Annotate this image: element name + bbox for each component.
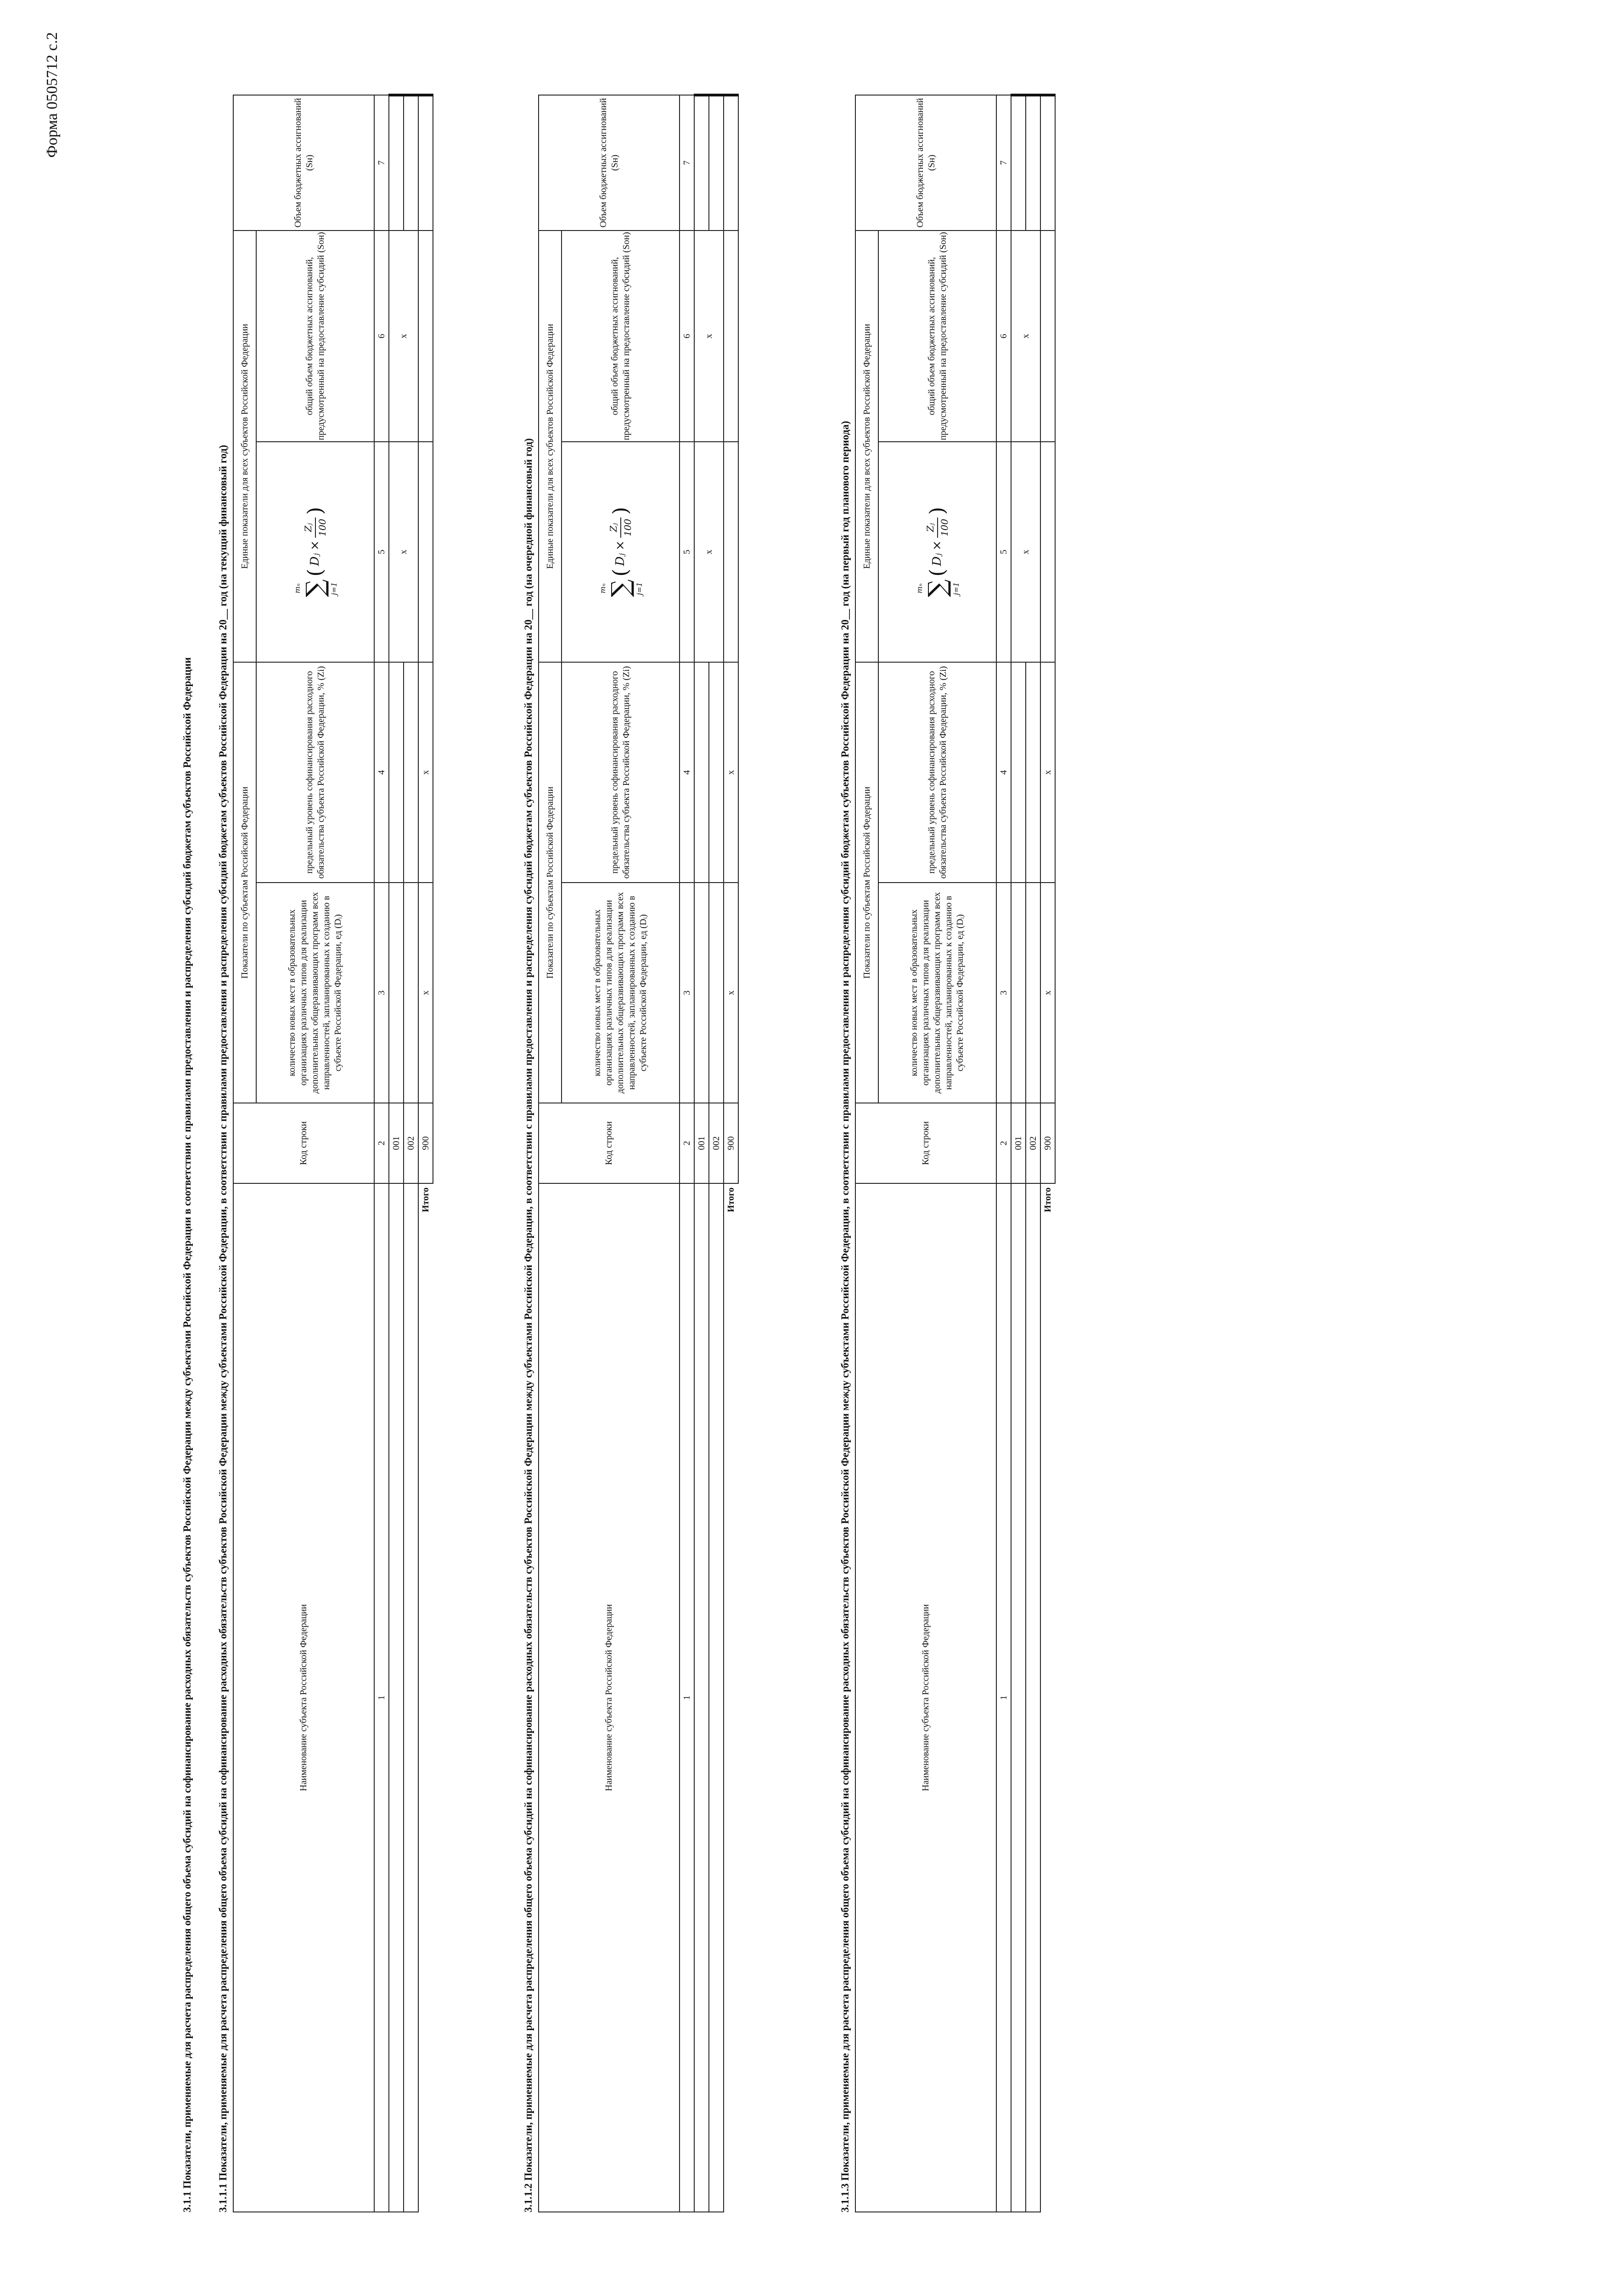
total-code: 900 (418, 1103, 433, 1183)
formula-x-mark: x (389, 442, 418, 662)
col-number: 5 (680, 442, 694, 662)
col-number: 7 (996, 95, 1011, 231)
section-next-year (519, 96, 739, 2212)
total-row (1040, 95, 1055, 2212)
section-title: 3.1.1.2 Показатели, применяемые для расчета распределения общего объема субсидий на софинансирование расходных обязательств субъектов Российской Федерации между субъектами Российской Федерации, в соответствии с правилами предоставления и распределения субсидий бюджетам субъектов Российской Федерации на 20__ год (на очередной финансовый год) (523, 438, 534, 2212)
col-number: 4 (680, 662, 694, 883)
header-group-common: Единые показатели для всех субъектов Российской Федерации (539, 231, 562, 662)
header-total-volume: общий объем бюджетных ассигнований, предусмотренный на предоставление субсидий (Sон) (878, 231, 996, 442)
indicators-table (233, 94, 433, 2212)
volume-total-cell[interactable] (1040, 231, 1055, 442)
total-label: Итого (418, 1183, 433, 2212)
indicators-table (538, 94, 739, 2212)
col-number: 5 (374, 442, 389, 662)
col-number: 4 (374, 662, 389, 883)
header-group-subject: Показатели по субъектам Российской Федерации (855, 662, 878, 1103)
sigma-symbol: ∑ mₙ j=1 (598, 579, 644, 597)
header-group-common: Единые показатели для всех субъектов Российской Федерации (233, 231, 256, 662)
col-number: 2 (996, 1103, 1011, 1183)
subject-name-cell[interactable] (1026, 1183, 1040, 2212)
level-cell[interactable] (404, 662, 418, 883)
header-cofinancing-level: предельный уровень софинансирования расходного обязательства субъекта Российской Федерации, % (Zi) (878, 662, 996, 883)
level-cell[interactable] (1026, 662, 1040, 883)
table-row (1011, 95, 1026, 2212)
col-number: 5 (996, 442, 1011, 662)
volume-total-cell[interactable] (724, 231, 738, 442)
header-cofinancing-level: предельный уровень софинансирования расходного обязательства субъекта Российской Федерации, % (Zi) (256, 662, 374, 883)
subject-name-cell[interactable] (389, 1183, 404, 2212)
row-code: 001 (1011, 1103, 1026, 1183)
section-title: 3.1.1.3 Показатели, применяемые для расчета распределения общего объема субсидий на софинансирование расходных обязательств субъектов Российской Федерации между субъектами Российской Федерации, в соответствии с правилами предоставления и распределения субсидий бюджетам субъектов Российской Федерации на 20__ год (на первый год планового периода) (839, 421, 851, 2212)
header-subject-name: Наименование субъекта Российской Федерации (233, 1183, 374, 2212)
level-x-mark: x (1040, 662, 1055, 883)
header-new-places: количество новых мест в образовательных организациях различных типов для реализации дополнительных общеразвивающих программ всех направленностей, запланированных к созданию в субъекте Российской Федерации, ед (Dᵢ) (562, 883, 680, 1103)
total-row (418, 95, 433, 2212)
places-x-mark: x (724, 883, 738, 1103)
volume-total-cell[interactable] (418, 231, 433, 442)
total-code: 900 (724, 1103, 738, 1183)
total-label: Итого (1040, 1183, 1055, 2212)
section-title: 3.1.1.1 Показатели, применяемые для расчета распределения общего объема субсидий на софинансирование расходных обязательств субъектов Российской Федерации между субъектами Российской Федерации, в соответствии с правилами предоставления и распределения субсидий бюджетам субъектов Российской Федерации на 20__ год (на текущий финансовый год) (217, 445, 229, 2212)
places-cell[interactable] (709, 883, 724, 1103)
formula-total-cell[interactable] (1040, 442, 1055, 662)
col-number: 4 (996, 662, 1011, 883)
places-cell[interactable] (1011, 883, 1026, 1103)
formula-x-mark: x (694, 442, 724, 662)
header-group-subject: Показатели по субъектам Российской Федерации (539, 662, 562, 1103)
header-budget-volume: Объем бюджетных ассигнований (Sн) (539, 95, 680, 231)
table-row (694, 95, 709, 2212)
sum-formula: ∑ mₙ j=1 ( Dⱼ × Zⱼ 100 ) (598, 506, 644, 597)
row-code: 001 (389, 1103, 404, 1183)
volume-x-mark: x (694, 231, 724, 442)
header-budget-volume: Объем бюджетных ассигнований (Sн) (233, 95, 374, 231)
row-code: 002 (709, 1103, 724, 1183)
budget-total-cell[interactable] (724, 95, 738, 231)
sum-formula: ∑ mₙ j=1 ( Dⱼ × Zⱼ 100 ) (915, 506, 961, 597)
places-cell[interactable] (389, 883, 404, 1103)
places-cell[interactable] (404, 883, 418, 1103)
header-row-code: Код строки (539, 1103, 680, 1183)
level-cell[interactable] (694, 662, 709, 883)
sigma-symbol: ∑ mₙ j=1 (292, 579, 338, 597)
subject-name-cell[interactable] (404, 1183, 418, 2212)
header-new-places: количество новых мест в образовательных организациях различных типов для реализации дополнительных общеразвивающих программ всех направленностей, запланированных к созданию в субъекте Российской Федерации, ед (Dᵢ) (256, 883, 374, 1103)
col-number: 6 (374, 231, 389, 442)
col-number: 6 (996, 231, 1011, 442)
row-code: 001 (694, 1103, 709, 1183)
header-formula (878, 442, 996, 662)
budget-cell[interactable] (694, 95, 709, 231)
header-subject-name: Наименование субъекта Российской Федерации (539, 1183, 680, 2212)
indicators-table (855, 94, 1056, 2212)
header-group-common: Единые показатели для всех субъектов Российской Федерации (855, 231, 878, 662)
level-x-mark: x (724, 662, 738, 883)
places-cell[interactable] (1026, 883, 1040, 1103)
form-code: Форма 0505712 с.2 (44, 32, 61, 158)
header-total-volume: общий объем бюджетных ассигнований, предусмотренный на предоставление субсидий (Sон) (256, 231, 374, 442)
total-label: Итого (724, 1183, 738, 2212)
row-code: 002 (404, 1103, 418, 1183)
header-budget-volume: Объем бюджетных ассигнований (Sн) (855, 95, 996, 231)
col-number: 3 (680, 883, 694, 1103)
main-heading: 3.1.1 Показатели, применяемые для расчета распределения общего объема субсидий на софинансирование расходных обязательств субъектов Российской Федерации между субъектами Российской Федерации в соответствии с правилами предоставления и распределения субсидий бюджетам субъектов Российской Федерации (181, 657, 193, 2212)
level-cell[interactable] (389, 662, 404, 883)
header-group-subject: Показатели по субъектам Российской Федерации (233, 662, 256, 1103)
col-number: 3 (996, 883, 1011, 1103)
sigma-symbol: ∑ mₙ j=1 (915, 579, 961, 597)
col-number: 7 (680, 95, 694, 231)
level-cell[interactable] (709, 662, 724, 883)
col-number: 3 (374, 883, 389, 1103)
header-row-code: Код строки (233, 1103, 374, 1183)
table-row (389, 95, 404, 2212)
sum-formula: ∑ mₙ j=1 ( Dⱼ × Zⱼ 100 ) (292, 506, 338, 597)
subject-name-cell[interactable] (1011, 1183, 1026, 2212)
col-number: 7 (374, 95, 389, 231)
header-new-places: количество новых мест в образовательных организациях различных типов для реализации дополнительных общеразвивающих программ всех направленностей, запланированных к созданию в субъекте Российской Федерации, ед (Dᵢ) (878, 883, 996, 1103)
volume-x-mark: x (389, 231, 418, 442)
col-number: 6 (680, 231, 694, 442)
places-x-mark: x (418, 883, 433, 1103)
col-number: 1 (996, 1183, 1011, 2212)
total-row (724, 95, 738, 2212)
budget-cell[interactable] (1026, 95, 1040, 231)
places-x-mark: x (1040, 883, 1055, 1103)
places-cell[interactable] (694, 883, 709, 1103)
header-row-code: Код строки (855, 1103, 996, 1183)
col-number: 1 (374, 1183, 389, 2212)
budget-cell[interactable] (1011, 95, 1026, 231)
budget-cell[interactable] (709, 95, 724, 231)
subject-name-cell[interactable] (694, 1183, 709, 2212)
header-formula (256, 442, 374, 662)
budget-cell[interactable] (389, 95, 404, 231)
level-cell[interactable] (1011, 662, 1026, 883)
header-formula (562, 442, 680, 662)
section-current-year (214, 96, 433, 2212)
section-first-planning-year (836, 96, 1056, 2212)
row-code: 002 (1026, 1103, 1040, 1183)
header-subject-name: Наименование субъекта Российской Федерации (855, 1183, 996, 2212)
volume-x-mark: x (1011, 231, 1040, 442)
total-code: 900 (1040, 1103, 1055, 1183)
budget-cell[interactable] (404, 95, 418, 231)
budget-total-cell[interactable] (418, 95, 433, 231)
col-number: 2 (374, 1103, 389, 1183)
formula-total-cell[interactable] (418, 442, 433, 662)
subject-name-cell[interactable] (709, 1183, 724, 2212)
level-x-mark: x (418, 662, 433, 883)
header-cofinancing-level: предельный уровень софинансирования расходного обязательства субъекта Российской Федерации, % (Zi) (562, 662, 680, 883)
formula-total-cell[interactable] (724, 442, 738, 662)
header-total-volume: общий объем бюджетных ассигнований, предусмотренный на предоставление субсидий (Sон) (562, 231, 680, 442)
formula-x-mark: x (1011, 442, 1040, 662)
col-number: 2 (680, 1103, 694, 1183)
budget-total-cell[interactable] (1040, 95, 1055, 231)
col-number: 1 (680, 1183, 694, 2212)
